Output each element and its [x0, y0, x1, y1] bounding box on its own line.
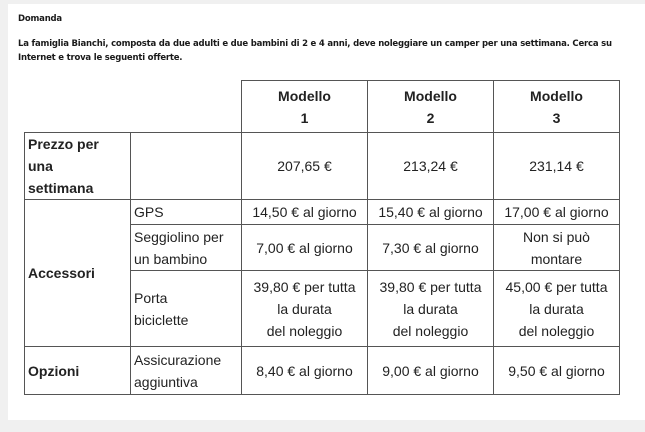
price-label: Prezzo per una settimana — [25, 133, 131, 200]
gps-modello-2: 15,40 € al giorno — [368, 200, 494, 225]
accessori-label: Accessori — [25, 200, 131, 347]
porta-modello-2: 39,80 € per tutta la durata del noleggio — [368, 271, 494, 347]
price-sub-empty — [131, 133, 242, 200]
empty-corner-cell — [25, 81, 242, 133]
porta-modello-3: 45,00 € per tutta la durata del noleggio — [494, 271, 620, 347]
camper-offers-table — [24, 80, 620, 395]
gps-label: GPS — [131, 200, 242, 225]
gps-modello-3: 17,00 € al giorno — [494, 200, 620, 225]
porta-biciclette-label: Porta biciclette — [131, 271, 242, 347]
opzioni-label: Opzioni — [25, 347, 131, 395]
gps-modello-1: 14,50 € al giorno — [242, 200, 368, 225]
seggiolino-modello-3: Non si può montare — [494, 225, 620, 271]
header-modello-3: Modello 3 — [494, 81, 620, 133]
opzioni-row — [25, 347, 620, 395]
seggiolino-modello-1: 7,00 € al giorno — [242, 225, 368, 271]
porta-modello-1: 39,80 € per tutta la durata del noleggio — [242, 271, 368, 347]
seggiolino-label: Seggiolino per un bambino — [131, 225, 242, 271]
price-row — [25, 133, 620, 200]
header-modello-2: Modello 2 — [368, 81, 494, 133]
question-heading: Domanda — [18, 14, 62, 24]
header-modello-1: Modello 1 — [242, 81, 368, 133]
assicurazione-modello-3: 9,50 € al giorno — [494, 347, 620, 395]
price-modello-2: 213,24 € — [368, 133, 494, 200]
header-row — [25, 81, 620, 133]
gps-row — [25, 200, 620, 225]
price-modello-3: 231,14 € — [494, 133, 620, 200]
price-modello-1: 207,65 € — [242, 133, 368, 200]
seggiolino-modello-2: 7,30 € al giorno — [368, 225, 494, 271]
assicurazione-label: Assicurazione aggiuntiva — [131, 347, 242, 395]
question-text: La famiglia Bianchi, composta da due adulti e due bambini di 2 e 4 anni, deve noleggiare un camper per una settimana. Cerca su Internet e trova le seguenti offerte. — [18, 39, 612, 63]
assicurazione-modello-1: 8,40 € al giorno — [242, 347, 368, 395]
assicurazione-modello-2: 9,00 € al giorno — [368, 347, 494, 395]
